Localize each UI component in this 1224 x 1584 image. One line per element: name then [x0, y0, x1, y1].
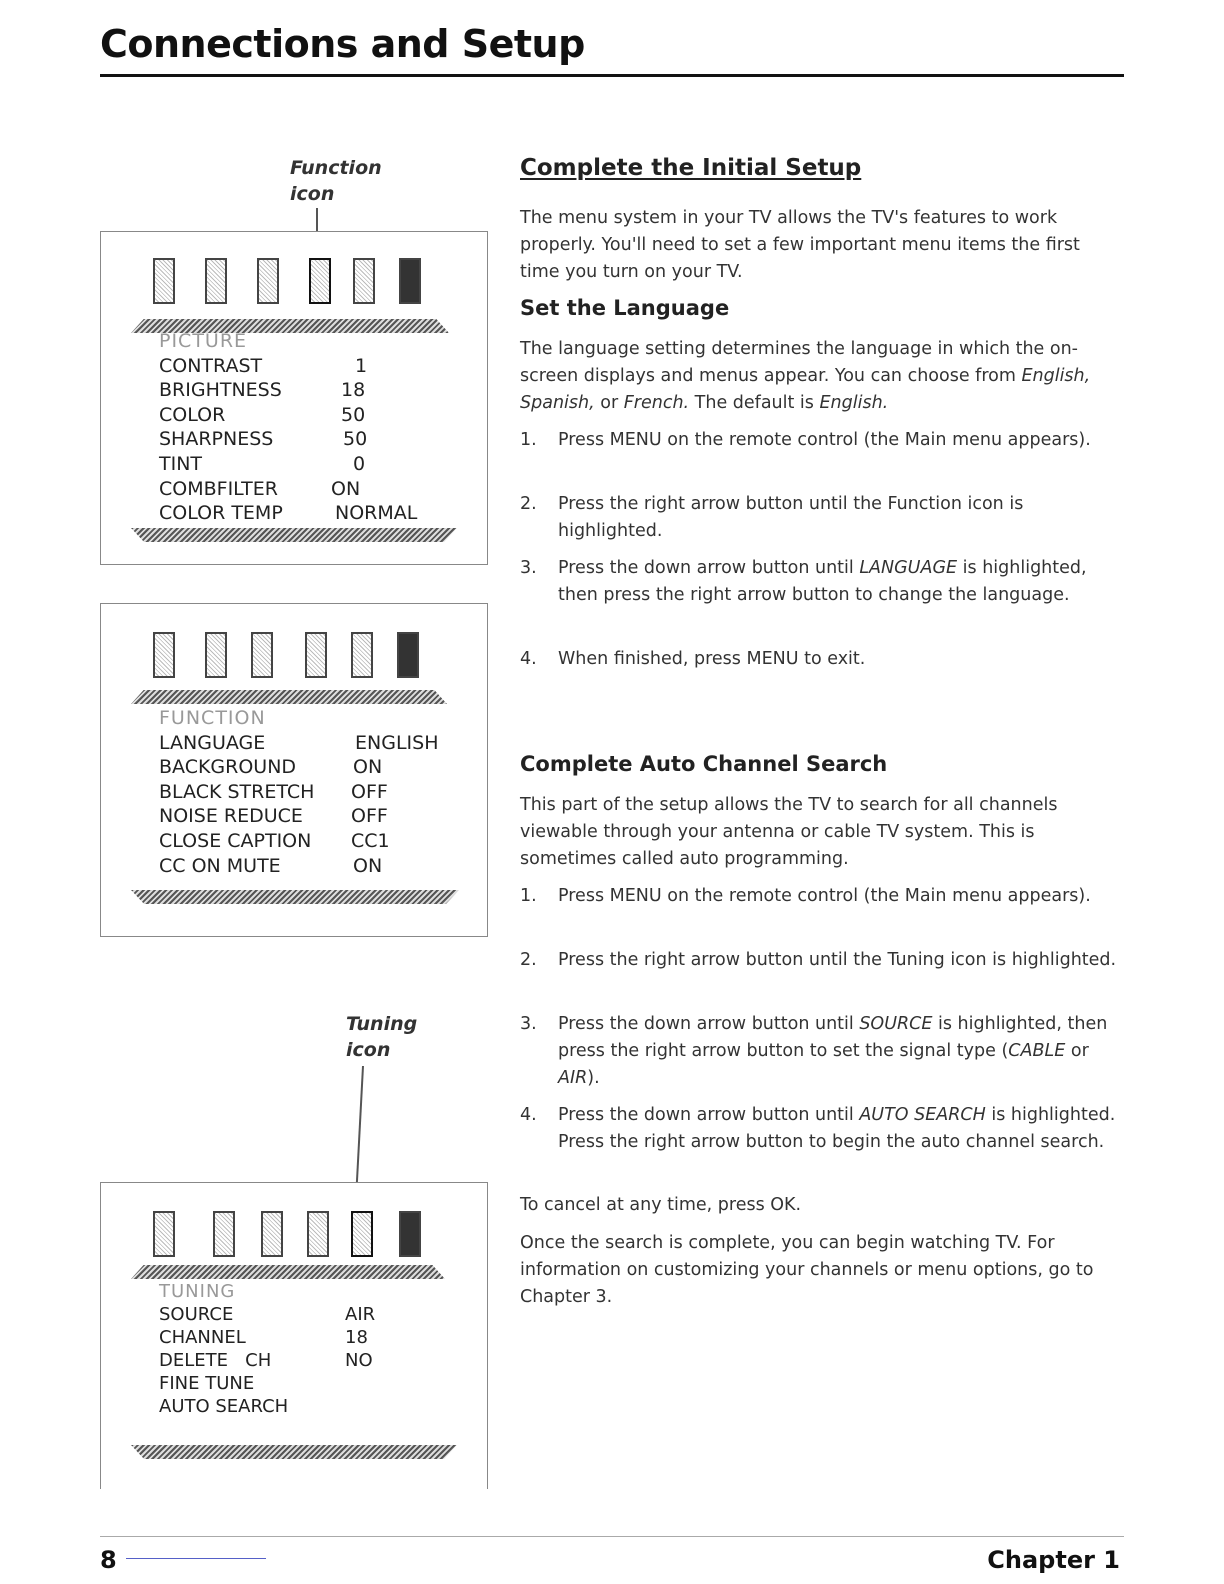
language-default-text: The default is [689, 393, 820, 413]
menu-footer-bar [131, 528, 457, 542]
menu-row [159, 756, 383, 781]
menu-row [159, 1327, 368, 1350]
language-default-value: English. [819, 393, 889, 413]
language-paragraph [520, 336, 1120, 417]
menu-heading: TUNING [159, 1281, 236, 1302]
step-text: Press MENU on the remote control (the Main menu appears). [558, 430, 1091, 450]
step-text-mid: is highlighted, then press the right arrow button to set the signal type ( [558, 1014, 1108, 1061]
step-number: 3. [520, 1014, 537, 1034]
menu-row-value: NO [345, 1350, 373, 1371]
step-number: 1. [520, 886, 537, 906]
step-number: 2. [520, 494, 537, 514]
chapter-label: Chapter 1 [987, 1546, 1120, 1574]
menu-row-label: DELETE CH [159, 1350, 272, 1371]
menu-item-name: AUTO SEARCH [859, 1105, 986, 1125]
menu-row-label: CC ON MUTE [159, 854, 281, 877]
language-step [520, 427, 1120, 454]
menu-row [159, 477, 361, 503]
menu-row-label: AUTO SEARCH [159, 1396, 289, 1417]
function-icon [309, 258, 331, 304]
menu-row-value: AIR [345, 1304, 376, 1325]
callout-line1: Tuning [346, 1013, 418, 1035]
callout-line1: Function [290, 157, 382, 179]
menu-row-label: CONTRAST [159, 354, 263, 377]
tuning-icon [351, 1211, 373, 1257]
menu-row-value: ON [353, 756, 383, 779]
menu-row [159, 1304, 376, 1327]
menu-header-bar [131, 1265, 445, 1279]
picture-menu-screen [100, 231, 488, 565]
step-text-post: is highlighted. Press the right arrow button to begin the auto channel search. [558, 1105, 1116, 1152]
page-title: Connections and Setup [100, 22, 585, 66]
auto-search-step [520, 1011, 1120, 1092]
step-number: 3. [520, 558, 537, 578]
tuning-menu-screen [100, 1182, 488, 1489]
step-text: When finished, press MENU to exit. [558, 649, 866, 669]
language-step [520, 646, 1120, 673]
picture-icon [153, 258, 175, 304]
function-icon [305, 632, 327, 678]
footer-rule [100, 1536, 1124, 1537]
step-text-mid2: or [1065, 1041, 1089, 1061]
menu-row-label: CHANNEL [159, 1327, 246, 1348]
menu-row-label: NOISE REDUCE [159, 805, 303, 828]
picture-icon [153, 1211, 175, 1257]
menu-row-value: CC1 [351, 829, 390, 852]
menu-row-value: OFF [351, 780, 388, 803]
menu-row-label: FINE TUNE [159, 1373, 255, 1394]
menu-footer-bar [131, 1445, 457, 1459]
language-or: or [594, 393, 624, 413]
timer-icon [251, 632, 273, 678]
menu-row [159, 1373, 288, 1396]
language-step [520, 555, 1120, 609]
step-text-pre: Press the down arrow button until [558, 1014, 860, 1034]
step-text [558, 1102, 1120, 1156]
sound-icon [205, 258, 227, 304]
function-menu-list [159, 707, 439, 879]
set-language-heading: Set the Language [520, 296, 730, 320]
lock-icon [397, 632, 419, 678]
menu-row-label: LANGUAGE [159, 731, 266, 754]
menu-row-label: COLOR TEMP [159, 502, 283, 525]
auto-search-step [520, 947, 1120, 974]
auto-search-outro: Once the search is complete, you can begin watching TV. For information on customizing your channels or menu options, go to Chapter 3. [520, 1233, 1094, 1307]
menu-row [159, 1396, 288, 1419]
function-icon [307, 1211, 329, 1257]
menu-row [159, 805, 388, 830]
lock-icon [399, 1211, 421, 1257]
step-text-post: ). [587, 1068, 600, 1088]
auto-search-intro: This part of the setup allows the TV to search for all channels viewable through your antenna or cable TV system. This is sometimes called auto programming. [520, 795, 1058, 869]
sound-icon [205, 632, 227, 678]
auto-search-step [520, 1102, 1120, 1156]
callout-line2: icon [290, 183, 335, 205]
menu-row [159, 854, 383, 880]
menu-row-value: 0 [353, 452, 366, 475]
step-text [558, 1011, 1120, 1092]
callout-line2: icon [346, 1039, 391, 1061]
function-menu-screen [100, 603, 488, 937]
menu-row-value: ENGLISH [355, 731, 439, 754]
sound-icon [213, 1211, 235, 1257]
language-french: French. [623, 393, 690, 413]
step-text-pre: Press the down arrow button until [558, 558, 860, 578]
auto-search-step [520, 883, 1120, 910]
menu-row-label: COLOR [159, 403, 226, 426]
step-number: 4. [520, 649, 537, 669]
menu-row [159, 452, 366, 478]
step-number: 1. [520, 430, 537, 450]
menu-row-label: TINT [159, 452, 203, 475]
menu-row-label: BRIGHTNESS [159, 379, 282, 402]
section-title-initial-setup: Complete the Initial Setup [520, 155, 862, 181]
auto-channel-search-heading: Complete Auto Channel Search [520, 752, 888, 776]
menu-heading: PICTURE [159, 330, 248, 352]
menu-row-value: ON [331, 477, 361, 500]
title-rule [100, 74, 1124, 77]
language-options: English, Spanish, [520, 366, 1091, 413]
menu-row-value: OFF [351, 805, 388, 828]
step-text [558, 555, 1120, 609]
menu-item-name: LANGUAGE [859, 558, 958, 578]
menu-row-value: ON [353, 854, 383, 877]
function-icon-callout [290, 155, 382, 207]
timer-icon [261, 1211, 283, 1257]
menu-row [159, 731, 439, 757]
menu-row-value: 50 [341, 403, 366, 426]
menu-header-bar [131, 690, 447, 704]
menu-row-label: BLACK STRETCH [159, 780, 315, 803]
page-number: 8 [100, 1546, 117, 1574]
menu-row-value: 1 [355, 354, 368, 377]
menu-row [159, 780, 388, 806]
step-text: Press MENU on the remote control (the Main menu appears). [558, 886, 1091, 906]
signal-option: CABLE [1008, 1041, 1066, 1061]
menu-row-label: SOURCE [159, 1304, 234, 1325]
menu-row [159, 354, 368, 380]
menu-row [159, 829, 390, 855]
picture-icon [153, 632, 175, 678]
step-text-pre: Press the down arrow button until [558, 1105, 860, 1125]
language-para-text: The language setting determines the language in which the on-screen displays and menus appear. You can choose from [520, 339, 1078, 386]
footer-accent-rule [126, 1558, 266, 1559]
menu-heading: FUNCTION [159, 707, 266, 729]
menu-row [159, 379, 366, 404]
tuning-menu-list [159, 1281, 376, 1419]
menu-row-value: 18 [341, 379, 366, 402]
step-text: Press the right arrow button until the Tuning icon is highlighted. [558, 950, 1117, 970]
menu-row-label: BACKGROUND [159, 756, 297, 779]
signal-option: AIR [558, 1068, 588, 1088]
cancel-note: To cancel at any time, press OK. [520, 1195, 802, 1215]
menu-row [159, 403, 366, 429]
lock-icon [399, 258, 421, 304]
menu-row-value: 18 [345, 1327, 368, 1348]
step-text-post: is highlighted, then press the right arrow button to change the language. [558, 558, 1087, 605]
menu-row-value: 50 [343, 428, 368, 451]
menu-item-name: SOURCE [859, 1014, 933, 1034]
picture-menu-list [159, 330, 418, 527]
menu-row-label: CLOSE CAPTION [159, 829, 312, 852]
menu-row-label: SHARPNESS [159, 428, 274, 451]
menu-row [159, 428, 368, 453]
step-number: 2. [520, 950, 537, 970]
language-step [520, 491, 1120, 545]
menu-row [159, 502, 418, 527]
step-number: 4. [520, 1105, 537, 1125]
timer-icon [257, 258, 279, 304]
tuning-icon-callout [346, 1011, 417, 1063]
tuning-icon [351, 632, 373, 678]
menu-footer-bar [131, 890, 459, 904]
menu-row-label: COMBFILTER [159, 477, 278, 500]
menu-row-value: NORMAL [335, 502, 418, 525]
step-text: Press the right arrow button until the Function icon is highlighted. [558, 494, 1024, 541]
tuning-icon [353, 258, 375, 304]
initial-setup-intro: The menu system in your TV allows the TV's features to work properly. You'll need to set a few important menu items the first time you turn on your TV. [520, 208, 1080, 282]
menu-row [159, 1350, 373, 1373]
